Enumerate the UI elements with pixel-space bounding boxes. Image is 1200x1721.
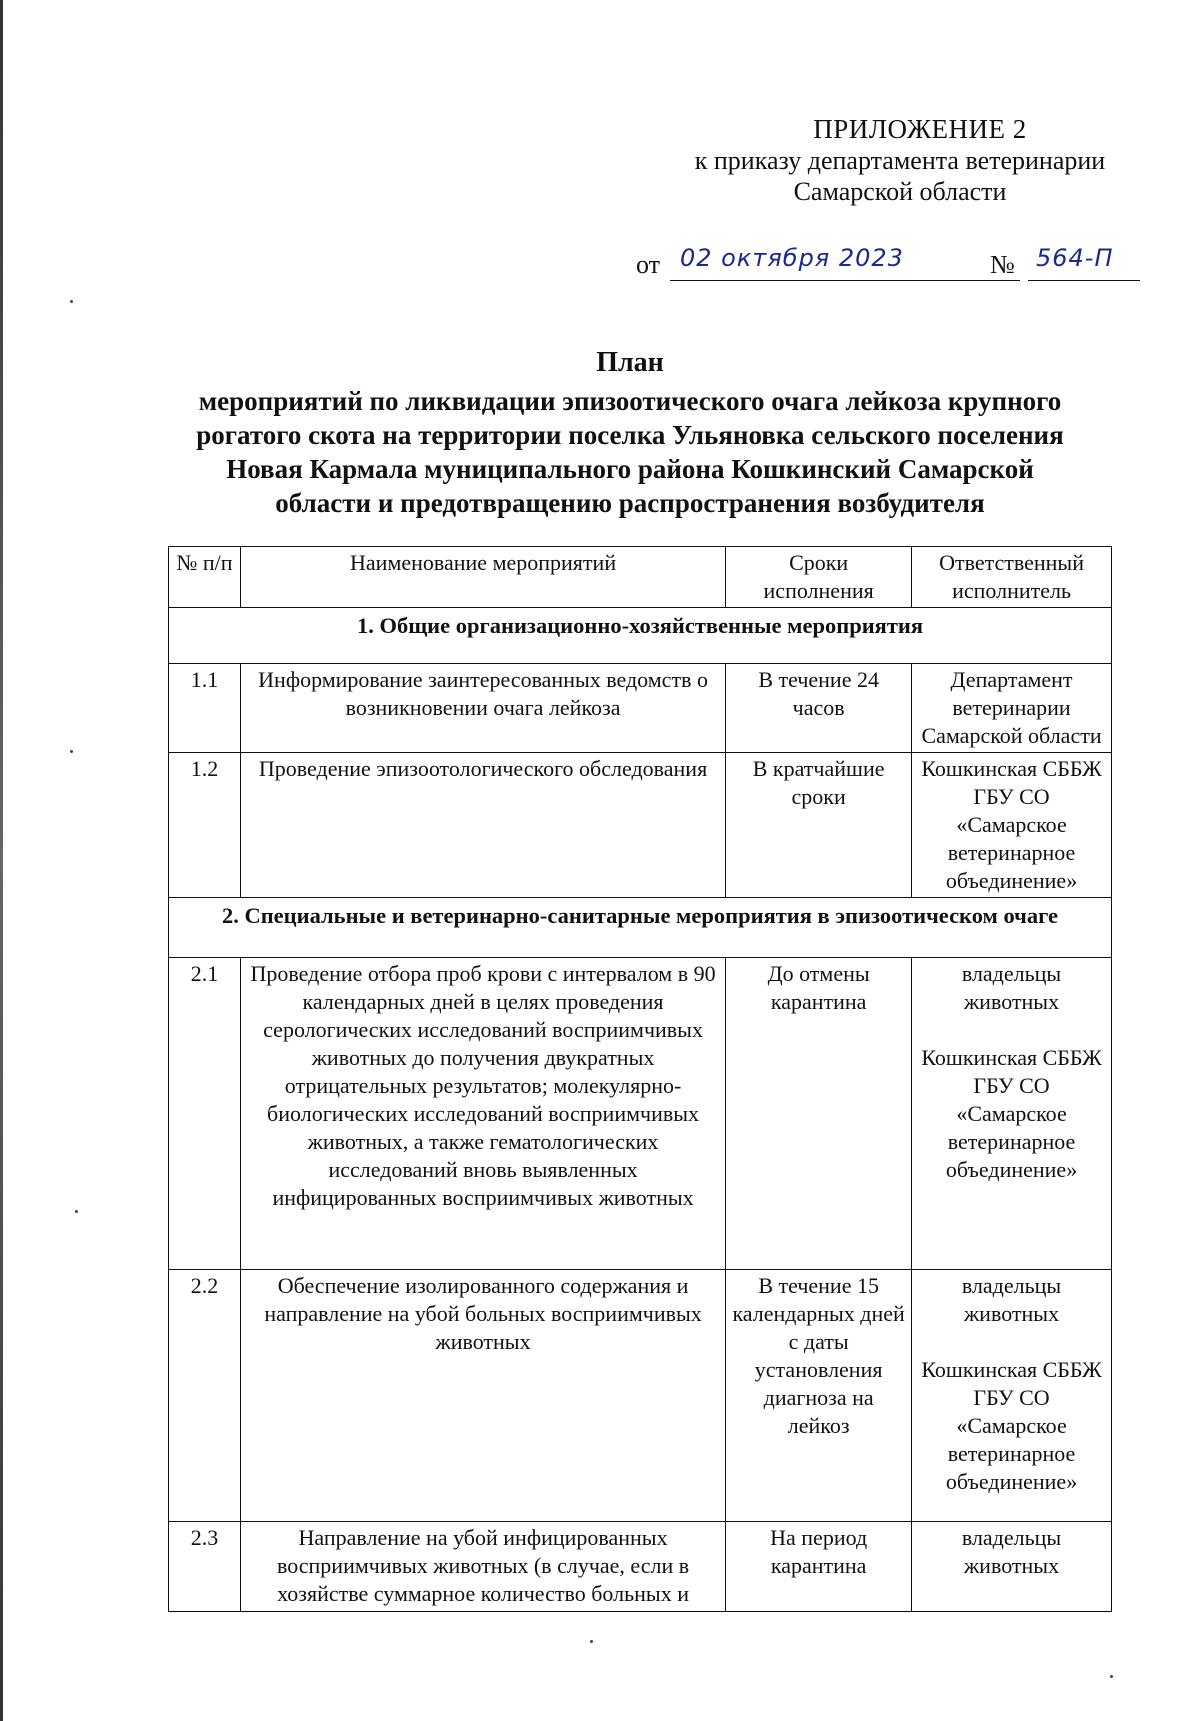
table-row [169, 753, 1112, 898]
responsible-owners: владельцы животных [961, 961, 1062, 1014]
responsible-vet-station: Кошкинская СББЖ ГБУ СО «Самарское ветеринарное объединение» [921, 1045, 1102, 1182]
row-num: 2.1 [169, 958, 241, 1270]
section-row-1 [169, 608, 1112, 664]
row-responsible: Кошкинская СББЖ ГБУ СО «Самарское ветеринарное объединение» [912, 753, 1112, 898]
plan-title-block [170, 346, 1090, 520]
scan-speck [590, 1640, 593, 1643]
table-header-row [169, 547, 1112, 608]
date-underline [670, 280, 1020, 281]
row-term: В течение 24 часов [726, 664, 912, 753]
row-name: Направление на убой инфицированных восприимчивых животных (в случае, если в хозяйстве суммарное количество больных и [240, 1522, 725, 1612]
scan-speck [1110, 1675, 1113, 1678]
handwritten-number: 564-П [1036, 244, 1114, 272]
row-term: В кратчайшие сроки [726, 753, 912, 898]
row-num: 1.2 [169, 753, 241, 898]
number-underline [1028, 280, 1140, 281]
row-responsible [912, 958, 1112, 1270]
header-num: № п/п [169, 547, 241, 608]
appendix-header [660, 114, 1140, 207]
row-name: Проведение отбора проб крови с интервалом в 90 календарных дней в целях проведения серологических исследований восприимчивых животных до получения двукратных отрицательных результатов; молекулярно-биологических исследований восприимчивых животных, а также гематологических исследований вновь выявленных инфицированных восприимчивых животных [240, 958, 725, 1270]
table-row [169, 664, 1112, 753]
scan-speck [70, 750, 73, 753]
plan-title: План [596, 347, 664, 378]
number-label: № [990, 250, 1015, 279]
order-date-number [636, 244, 1156, 290]
row-name: Информирование заинтересованных ведомств о возникновении очага лейкоза [240, 664, 725, 753]
row-term: В течение 15 календарных дней с даты установления диагноза на лейкоз [726, 1270, 912, 1522]
table-row [169, 958, 1112, 1270]
appendix-line-1: к приказу департамента ветеринарии [694, 146, 1106, 175]
from-label: от [636, 250, 661, 279]
responsible-owners: владельцы животных [961, 1273, 1062, 1326]
row-num: 1.1 [169, 664, 241, 753]
row-num: 2.3 [169, 1522, 241, 1612]
responsible-vet-station: Кошкинская СББЖ ГБУ СО «Самарское ветеринарное объединение» [921, 1357, 1102, 1494]
appendix-line-2: Самарской области [793, 177, 1007, 206]
handwritten-date: 02 октября 2023 [680, 244, 904, 272]
row-responsible: владельцы животных [912, 1522, 1112, 1612]
row-term: До отмены карантина [726, 958, 912, 1270]
table-row [169, 1522, 1112, 1612]
scan-speck [75, 1210, 78, 1213]
row-responsible: Департамент ветеринарии Самарской области [912, 664, 1112, 753]
row-num: 2.2 [169, 1270, 241, 1522]
measures-table [168, 546, 1112, 1612]
header-responsible: Ответственный исполнитель [912, 547, 1112, 608]
section-title-2: 2. Специальные и ветеринарно-санитарные мероприятия в эпизоотическом очаге [169, 898, 1112, 958]
plan-subtitle-line: рогатого скота на территории поселка Ульяновка сельского поселения [196, 420, 1064, 450]
scan-edge [0, 0, 3, 1721]
plan-subtitle-line: Новая Кармала муниципального района Кошкинский Самарской [226, 454, 1034, 484]
row-name: Проведение эпизоотологического обследования [240, 753, 725, 898]
appendix-title: ПРИЛОЖЕНИЕ 2 [813, 114, 1027, 144]
table-row [169, 1270, 1112, 1522]
header-term: Сроки исполнения [726, 547, 912, 608]
header-name: Наименование мероприятий [240, 547, 725, 608]
scan-speck [70, 300, 73, 303]
section-row-2 [169, 898, 1112, 958]
row-term: На период карантина [726, 1522, 912, 1612]
section-title-1: 1. Общие организационно-хозяйственные мероприятия [169, 608, 1112, 664]
plan-subtitle-line: области и предотвращению распространения возбудителя [275, 488, 985, 518]
row-name: Обеспечение изолированного содержания и направление на убой больных восприимчивых животных [240, 1270, 725, 1522]
plan-subtitle-line: мероприятий по ликвидации эпизоотического очага лейкоза крупного [198, 386, 1062, 416]
row-responsible [912, 1270, 1112, 1522]
